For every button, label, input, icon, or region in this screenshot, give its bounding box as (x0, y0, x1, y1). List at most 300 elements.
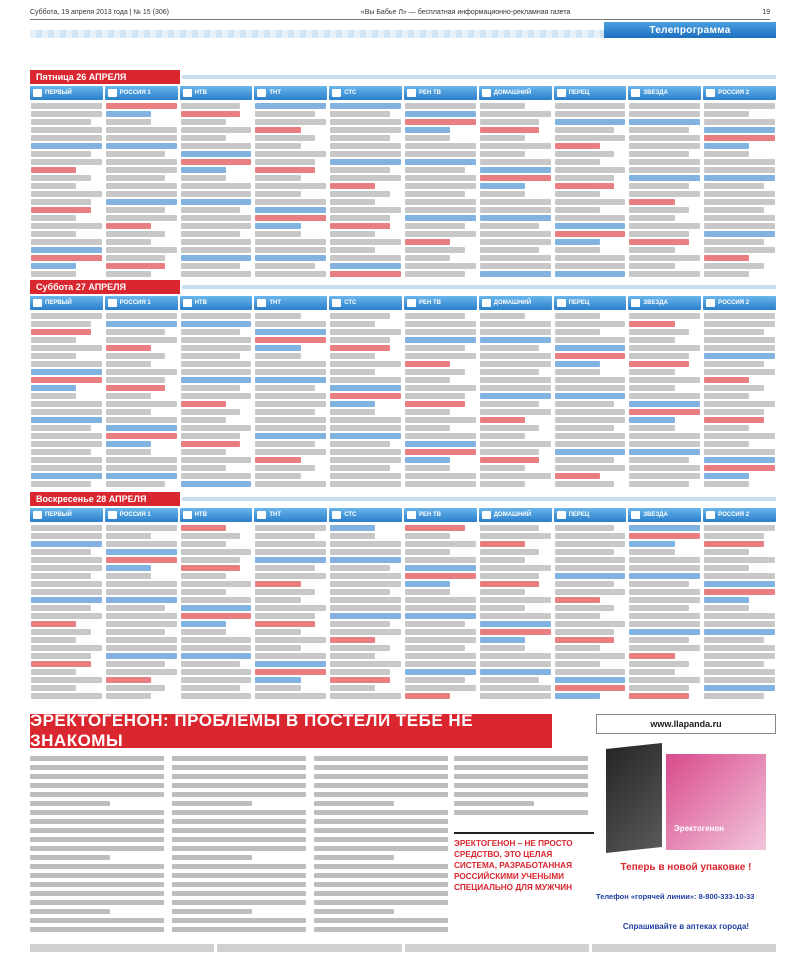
schedule-entry (405, 637, 476, 643)
ad-text-line (30, 855, 110, 860)
schedule-entry (555, 425, 615, 431)
ad-text-line (454, 756, 588, 761)
schedule-entry (555, 573, 626, 579)
schedule-entry (31, 669, 76, 675)
channel-schedule (554, 525, 627, 701)
channel-schedule (254, 103, 327, 279)
schedule-entry (405, 143, 476, 149)
ad-text-line (454, 792, 588, 797)
schedule-entry (31, 111, 102, 117)
schedule-entry (255, 377, 326, 383)
schedule-entry (405, 693, 450, 699)
schedule-entry (555, 533, 626, 539)
channel-name: РОССИЯ 2 (718, 90, 750, 96)
schedule-entry (405, 677, 465, 683)
schedule-entry (330, 135, 390, 141)
schedule-entry (330, 417, 401, 423)
schedule-entry (255, 151, 326, 157)
channel-schedule (180, 103, 253, 279)
schedule-entry (181, 135, 226, 141)
channel-name: ДОМАШНИЙ (493, 300, 532, 306)
schedule-entry (255, 425, 326, 431)
channel-name: РЕН ТВ (418, 90, 441, 96)
schedule-entry (255, 441, 315, 447)
schedule-entry (555, 329, 600, 335)
ad-text-line (314, 792, 448, 797)
schedule-entry (555, 151, 615, 157)
channel-name: РОССИЯ 2 (718, 512, 750, 518)
schedule-entry (405, 557, 476, 563)
schedule-entry (181, 175, 226, 181)
schedule-entry (555, 629, 615, 635)
schedule-entry (330, 393, 401, 399)
schedule-entry (629, 449, 700, 455)
schedule-entry (704, 393, 749, 399)
schedule-entry (181, 637, 252, 643)
schedule-entry (629, 111, 700, 117)
channel-name: ДОМАШНИЙ (493, 512, 532, 518)
channel-header (404, 86, 477, 100)
schedule-entry (330, 669, 390, 675)
schedule-entry (181, 677, 252, 683)
schedule-entry (31, 239, 102, 245)
schedule-entry (480, 481, 525, 487)
channel-name: ПЕРЕЦ (568, 300, 590, 306)
channel-row (30, 86, 776, 100)
schedule-entry (629, 151, 689, 157)
schedule-entry (555, 337, 626, 343)
channel-schedule (703, 313, 776, 489)
schedule-entry (330, 653, 375, 659)
channel-logo-icon (183, 511, 192, 519)
schedule-entry (255, 159, 315, 165)
schedule-entry (181, 597, 252, 603)
schedule-entry (255, 481, 326, 487)
ad-text-line (314, 855, 394, 860)
schedule-entry (106, 465, 177, 471)
schedule-entry (181, 337, 252, 343)
channel-header (479, 296, 552, 310)
schedule-entry (106, 605, 166, 611)
schedule-entry (255, 637, 326, 643)
banner-stripe (30, 30, 604, 38)
ad-title: ЭРЕКТОГЕНОН: ПРОБЛЕМЫ В ПОСТЕЛИ ТЕБЕ НЕ ЗНАКОМЫ (30, 714, 552, 748)
schedule-entry (255, 191, 300, 197)
schedule-entry (629, 329, 689, 335)
schedule-entry (704, 255, 749, 261)
schedule-entry (704, 441, 749, 447)
schedule-entry (629, 361, 689, 367)
schedule-entry (31, 345, 102, 351)
schedule-entry (31, 321, 91, 327)
schedule-entry (255, 143, 300, 149)
schedule-entry (330, 541, 401, 547)
schedule-entry (480, 597, 551, 603)
schedule-entry (629, 457, 689, 463)
schedule-entry (106, 417, 177, 423)
schedule-entry (255, 417, 326, 423)
schedule-entry (405, 111, 476, 117)
schedule-entry (629, 409, 700, 415)
schedule-entry (31, 621, 76, 627)
schedule-entry (629, 573, 700, 579)
channel-name: ПЕРВЫЙ (45, 300, 72, 306)
channel-header (329, 86, 402, 100)
schedule-entry (704, 271, 749, 277)
product-box-pink (666, 754, 766, 850)
schedule-entry (629, 589, 700, 595)
channel-header (554, 508, 627, 522)
schedule-entry (405, 127, 450, 133)
schedule-entry (480, 401, 540, 407)
schedule-entry (555, 207, 600, 213)
schedule-entry (480, 457, 540, 463)
schedule-entry (106, 541, 177, 547)
schedule-entry (31, 457, 102, 463)
ad-text-line (314, 783, 448, 788)
schedule-entry (629, 271, 700, 277)
schedule-entry (480, 369, 540, 375)
channel-schedule (30, 103, 103, 279)
schedule-entry (255, 337, 326, 343)
schedule-entry (31, 473, 102, 479)
schedule-entry (106, 457, 177, 463)
schedule-entry (704, 239, 764, 245)
schedule-entry (255, 247, 326, 253)
ad-text-line (30, 792, 164, 797)
day-header (30, 492, 776, 506)
channel-schedule (479, 313, 552, 489)
schedule-entry (480, 533, 551, 539)
schedule-entry (629, 345, 700, 351)
schedule-entry (704, 329, 764, 335)
advertisement (30, 711, 776, 960)
schedule-entry (330, 111, 390, 117)
schedule-entry (181, 263, 241, 269)
channel-name: РОССИЯ 2 (718, 300, 750, 306)
schedule-entry (330, 199, 375, 205)
schedule-entry (704, 481, 749, 487)
schedule-entry (704, 573, 775, 579)
schedule-entry (31, 417, 102, 423)
schedule-entry (629, 653, 674, 659)
schedule-entry (181, 449, 226, 455)
schedule-entry (31, 645, 102, 651)
schedule-entry (106, 565, 151, 571)
schedule-entry (330, 361, 401, 367)
schedule-entry (106, 433, 177, 439)
schedule-entry (255, 465, 315, 471)
schedule-entry (704, 385, 764, 391)
day-title: Суббота 27 АПРЕЛЯ (30, 280, 180, 294)
channel-name: СТС (344, 512, 357, 518)
schedule-entry (106, 345, 151, 351)
schedule-entry (555, 111, 626, 117)
schedule-entry (629, 669, 674, 675)
schedule-entry (480, 263, 551, 269)
schedule-entry (255, 473, 300, 479)
channel-schedule (329, 103, 402, 279)
schedule-entry (405, 103, 476, 109)
schedule-entry (480, 565, 551, 571)
schedule-entry (31, 589, 102, 595)
schedule-entry (405, 329, 476, 335)
schedule-entry (255, 433, 326, 439)
channel-logo-icon (183, 299, 192, 307)
schedule-entry (480, 637, 525, 643)
schedule-entry (181, 361, 252, 367)
ad-text-line (30, 801, 110, 806)
schedule-entry (480, 361, 551, 367)
schedule-entry (629, 127, 689, 133)
schedule-entry (330, 481, 401, 487)
schedule-entry (480, 159, 551, 165)
schedule-entry (405, 597, 476, 603)
schedule-entry (480, 433, 525, 439)
channel-row (30, 508, 776, 522)
page-header (30, 6, 770, 20)
schedule-entry (555, 557, 626, 563)
schedule-entry (330, 573, 401, 579)
ad-text-line (314, 819, 448, 824)
schedule-entry (181, 183, 252, 189)
schedule-entry (106, 207, 166, 213)
channel-name: ЗВЕЗДА (643, 300, 668, 306)
schedule-entry (704, 525, 775, 531)
channel-schedule (180, 525, 253, 701)
channel-name: ТНТ (269, 512, 282, 518)
schedule-entry (181, 231, 241, 237)
schedule-entry (181, 465, 226, 471)
schedule-entry (31, 449, 91, 455)
channel-name: СТС (344, 90, 357, 96)
schedule-entry (629, 135, 700, 141)
schedule-entry (405, 215, 476, 221)
schedule-entry (31, 637, 76, 643)
channel-header (628, 296, 701, 310)
schedule-entry (629, 393, 700, 399)
schedule-entry (480, 103, 525, 109)
schedule-entry (106, 255, 166, 261)
schedule-entry (405, 441, 476, 447)
schedule-entry (255, 135, 315, 141)
schedule-entry (555, 119, 626, 125)
channel-logo-icon (407, 89, 416, 97)
channel-logo-icon (557, 299, 566, 307)
schedule-entry (255, 669, 326, 675)
schedule-entry (181, 669, 252, 675)
schedule-entry (555, 465, 626, 471)
channel-logo-icon (631, 89, 640, 97)
pharmacy-note: Спрашивайте в аптеках города! (622, 922, 750, 931)
ad-text-line (172, 900, 306, 905)
schedule-entry (330, 457, 401, 463)
ad-text-line (314, 765, 448, 770)
schedule-entry (181, 541, 226, 547)
schedule-entry (480, 581, 540, 587)
schedule-entry (704, 449, 775, 455)
schedule-entry (181, 533, 241, 539)
schedule-entry (31, 313, 102, 319)
schedule-entry (330, 613, 401, 619)
schedule-entry (480, 417, 525, 423)
schedule-entry (629, 175, 700, 181)
ad-text-line (30, 864, 164, 869)
schedule-entry (330, 621, 390, 627)
schedule-grid (30, 103, 776, 279)
schedule-entry (405, 239, 450, 245)
schedule-entry (480, 621, 551, 627)
schedule-entry (330, 441, 390, 447)
schedule-entry (405, 541, 476, 547)
schedule-entry (255, 369, 326, 375)
schedule-entry (181, 103, 241, 109)
schedule-entry (106, 597, 177, 603)
schedule-entry (31, 143, 102, 149)
schedule-entry (255, 573, 326, 579)
channel-header (180, 86, 253, 100)
schedule-entry (255, 353, 300, 359)
day-title: Воскресенье 28 АПРЕЛЯ (30, 492, 180, 506)
schedule-entry (555, 167, 626, 173)
schedule-entry (629, 401, 700, 407)
schedule-entry (405, 449, 476, 455)
schedule-entry (181, 385, 241, 391)
channel-schedule (254, 313, 327, 489)
ad-text-line (172, 774, 306, 779)
ad-text-line (172, 783, 306, 788)
schedule-entry (480, 135, 525, 141)
schedule-entry (480, 661, 551, 667)
channel-header (30, 86, 103, 100)
ad-website[interactable]: www.llapanda.ru (596, 714, 776, 734)
schedule-entry (405, 159, 476, 165)
schedule-entry (106, 385, 166, 391)
schedule-entry (629, 369, 674, 375)
schedule-entry (555, 199, 626, 205)
schedule-entry (106, 685, 166, 691)
schedule-entry (629, 247, 674, 253)
schedule-entry (480, 557, 525, 563)
schedule-entry (704, 653, 775, 659)
schedule-entry (330, 565, 390, 571)
schedule-entry (405, 377, 450, 383)
schedule-entry (629, 191, 700, 197)
schedule-entry (480, 589, 525, 595)
schedule-entry (555, 525, 615, 531)
schedule-entry (31, 541, 102, 547)
channel-logo-icon (631, 511, 640, 519)
ad-text-line (314, 774, 448, 779)
schedule-entry (480, 111, 551, 117)
schedule-entry (255, 457, 300, 463)
schedule-entry (255, 239, 326, 245)
schedule-entry (480, 151, 525, 157)
channel-header (554, 296, 627, 310)
channel-schedule (254, 525, 327, 701)
schedule-entry (405, 353, 476, 359)
schedule-entry (480, 345, 540, 351)
day-divider (182, 75, 776, 79)
schedule-entry (480, 385, 551, 391)
ad-text-line (30, 828, 164, 833)
schedule-entry (555, 401, 615, 407)
ad-text-line (314, 873, 448, 878)
new-package-note: Теперь в новой упаковке ! (620, 862, 752, 873)
schedule-entry (629, 645, 700, 651)
schedule-entry (106, 557, 177, 563)
schedule-entry (629, 557, 700, 563)
channel-header (180, 508, 253, 522)
schedule-entry (106, 653, 177, 659)
schedule-entry (704, 159, 775, 165)
channel-logo-icon (557, 89, 566, 97)
channel-schedule (180, 313, 253, 489)
channel-header (479, 86, 552, 100)
channel-logo-icon (332, 89, 341, 97)
schedule-entry (330, 263, 401, 269)
channel-schedule (329, 525, 402, 701)
schedule-entry (480, 199, 551, 205)
schedule-entry (555, 255, 626, 261)
ad-text-line (30, 909, 110, 914)
schedule-entry (704, 557, 775, 563)
schedule-entry (31, 191, 102, 197)
schedule-entry (704, 207, 764, 213)
schedule-entry (31, 167, 76, 173)
schedule-entry (629, 207, 689, 213)
schedule-entry (480, 143, 551, 149)
schedule-entry (255, 549, 326, 555)
schedule-entry (480, 441, 551, 447)
schedule-entry (704, 361, 764, 367)
schedule-entry (704, 533, 764, 539)
schedule-entry (555, 473, 600, 479)
schedule-entry (480, 541, 525, 547)
schedule-entry (31, 533, 102, 539)
schedule-entry (629, 433, 700, 439)
ad-text-line (172, 927, 306, 932)
schedule-entry (555, 385, 626, 391)
schedule-entry (181, 441, 241, 447)
schedule-entry (555, 271, 626, 277)
schedule-entry (181, 457, 252, 463)
schedule-entry (181, 621, 226, 627)
schedule-entry (181, 409, 241, 415)
schedule-entry (330, 271, 401, 277)
schedule-entry (555, 637, 615, 643)
schedule-entry (405, 565, 476, 571)
schedule-entry (31, 409, 102, 415)
ad-text-line (454, 810, 588, 815)
schedule-entry (255, 589, 315, 595)
schedule-entry (106, 449, 151, 455)
schedule-entry (405, 369, 465, 375)
schedule-entry (255, 449, 326, 455)
schedule-entry (555, 417, 626, 423)
schedule-entry (31, 433, 102, 439)
schedule-entry (330, 215, 390, 221)
schedule-entry (704, 661, 764, 667)
schedule-entry (704, 199, 775, 205)
schedule-entry (704, 111, 749, 117)
schedule-entry (629, 581, 689, 587)
schedule-entry (181, 481, 252, 487)
schedule-entry (330, 119, 401, 125)
channel-schedule (628, 525, 701, 701)
schedule-entry (31, 677, 102, 683)
schedule-entry (480, 175, 551, 181)
